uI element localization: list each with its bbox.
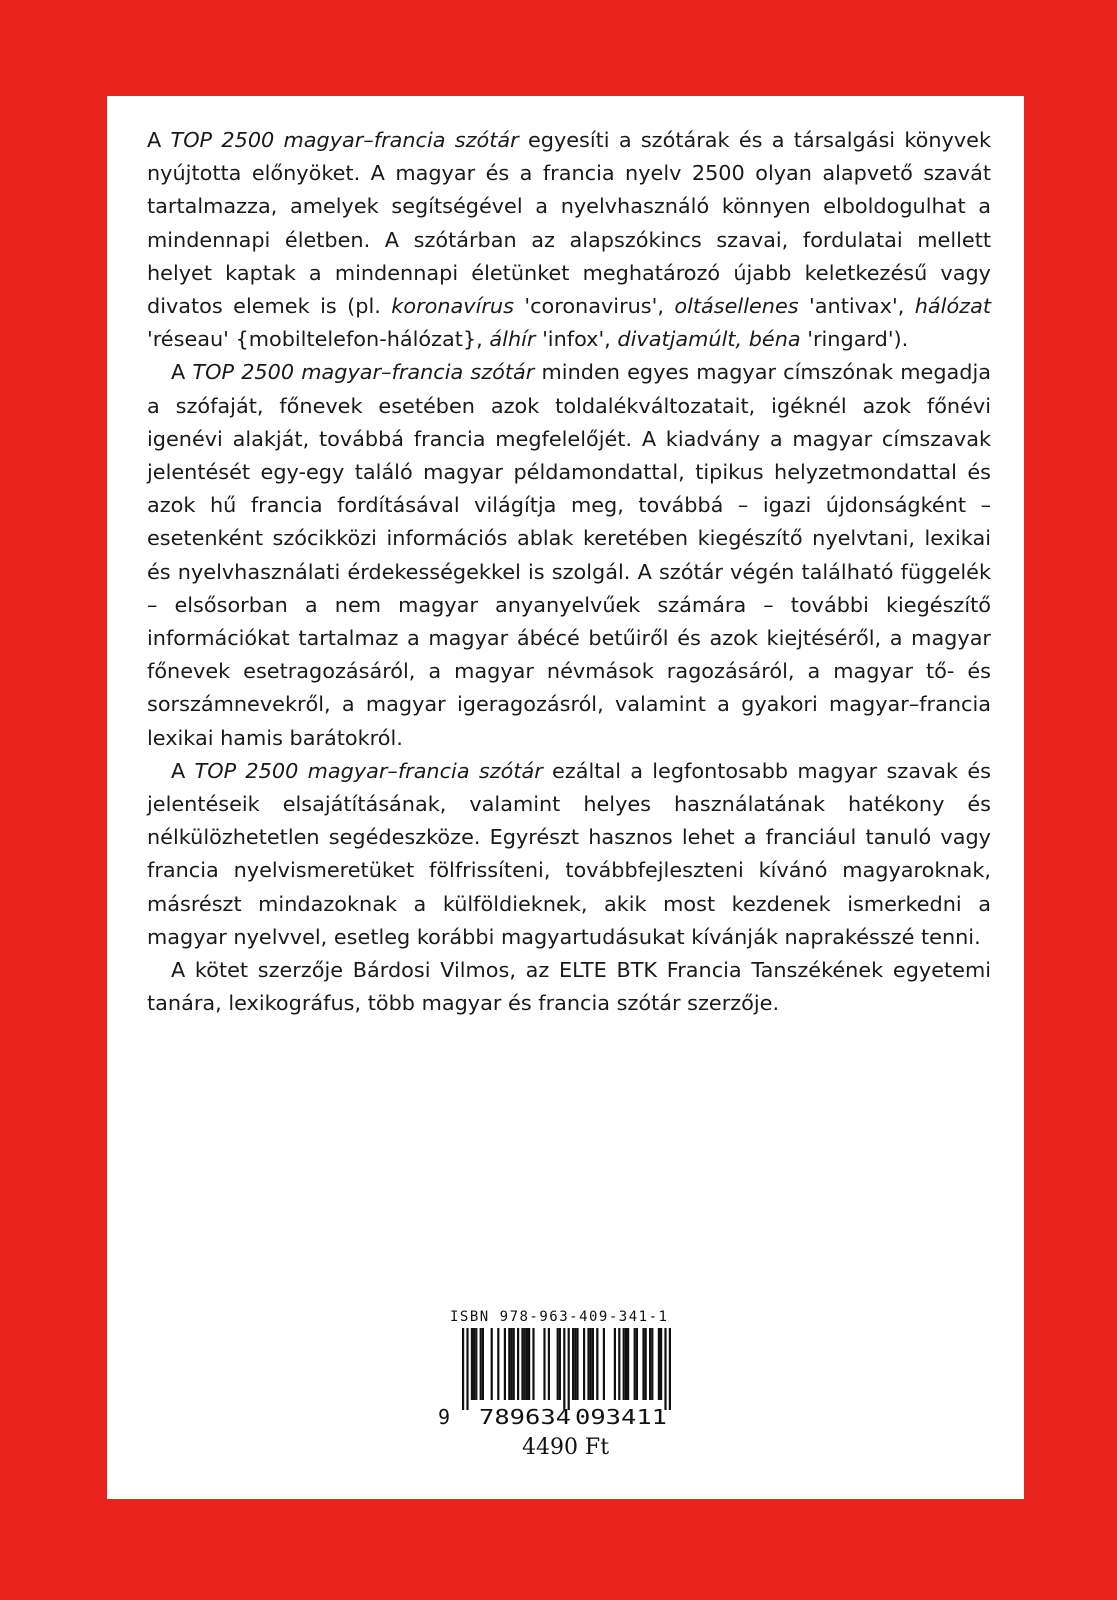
- barcode-bar: [532, 1328, 534, 1400]
- text-run: 'infox',: [535, 327, 618, 352]
- barcode: [430, 1326, 690, 1430]
- barcode-bar: [642, 1328, 644, 1400]
- barcode-bar: [576, 1328, 578, 1400]
- barcode-bar: [649, 1328, 651, 1400]
- barcode-right-digits: 093411: [575, 1405, 667, 1429]
- barcode-bar: [590, 1328, 592, 1400]
- blurb-text: [147, 124, 991, 1020]
- barcode-bar: [473, 1328, 475, 1400]
- barcode-bar: [625, 1328, 627, 1400]
- barcode-bar: [583, 1328, 585, 1400]
- barcode-bar: [592, 1328, 594, 1400]
- barcode-bar: [658, 1328, 660, 1400]
- barcode-bar: [603, 1328, 605, 1400]
- barcode-bar: [504, 1328, 506, 1400]
- barcode-bar: [497, 1328, 499, 1400]
- italic-run: álhír: [489, 327, 536, 352]
- barcode-bar: [548, 1328, 550, 1400]
- barcode-bar: [528, 1328, 530, 1400]
- barcode-bar: [664, 1328, 666, 1410]
- text-run: ezáltal a legfontosabb magyar szavak és jelentéseik elsajátításának, valamint helyes használatának hatékony és nélkülözhetetlen segédeszköze. Egyrészt hasznos lehet a franciául tanuló vagy francia nyelvismeretüket fölfrissíteni, továbbfejleszteni kívánó magyaroknak, másrészt mindazoknak a külföldieknek, akik most kezdenek ismerkedni a magyar nyelvvel, esetleg korábbi magyartudásukat kívánják naprakésszé tenni.: [147, 758, 991, 949]
- italic-run: TOP 2500 magyar–francia szótár: [192, 360, 535, 385]
- barcode-bar: [475, 1328, 477, 1400]
- barcode-bar: [627, 1328, 629, 1400]
- text-run: 'réseau' {mobiltelefon-hálózat},: [147, 327, 490, 352]
- barcode-bar: [563, 1328, 565, 1410]
- barcode-bar: [517, 1328, 519, 1400]
- barcode-bar: [568, 1328, 570, 1410]
- italic-run: divatjamúlt, béna: [617, 327, 801, 352]
- barcode-bar: [508, 1328, 510, 1400]
- isbn-label: ISBN 978-963-409-341-1: [450, 1309, 669, 1325]
- barcode-left-digits: 789634: [479, 1405, 571, 1429]
- text-run: minden egyes magyar címszónak megadja a szófaját, főnevek esetében azok toldalékváltozatait, igéknél azok főnévi igenévi alakját, továbbá francia megfelelőjét. A kiadvány a magyar címszavak jelentését egy-egy találó magyar példamondattal, tipikus helyzetmondattal és azok hű francia fordításával világítja meg, továbbá – igazi újdonságként – esetenként szócikközi információs ablak keretében kiegészítő nyelvtani, lexikai és nyelvhasználati érdekességekkel is szolgál. A szótár végén található függelék – elsősorban a nem magyar anyanyelvűek számára – további kiegészítő információkat tartalmaz a magyar ábécé betűiről és azok kiejtéséről, a magyar főnevek esetragozásáról, a magyar névmások ragozásáról, a magyar tő- és sorszámnevekről, a magyar igeragozásról, valamint a gyakori magyar–francia lexikai hamis barátokról.: [147, 360, 991, 750]
- text-panel: [107, 96, 1024, 1499]
- barcode-bar: [471, 1328, 473, 1400]
- text-run: egyesíti a szótárak és a társalgási könyvek nyújtotta előnyöket. A magyar és a francia nyelv 2500 olyan alapvető szavát tartalmazza, amelyek segítségével a nyelvhasználó könnyen elboldogulhat a mindennapi életben. A szótárban az alapszókincs szavai, fordulatai mellett helyet kaptak a mindennapi életünket meghatározó újabb keletkezésű vagy divatos elemek is (pl.: [147, 128, 991, 319]
- barcode-bar: [645, 1328, 647, 1400]
- barcode-bar: [526, 1328, 528, 1400]
- text-run: 'antivax',: [798, 294, 915, 319]
- barcode-bar: [491, 1328, 493, 1400]
- isbn-barcode: [430, 1308, 690, 1430]
- paragraph: [147, 124, 991, 356]
- paragraph: [147, 356, 991, 754]
- text-run: A: [171, 360, 193, 385]
- barcode-bar: [572, 1328, 574, 1400]
- barcode-bar: [669, 1328, 671, 1410]
- barcode-bar: [596, 1328, 598, 1400]
- barcode-bar: [521, 1328, 523, 1400]
- barcode-bar: [557, 1328, 559, 1400]
- italic-run: TOP 2500 magyar–francia szótár: [194, 758, 543, 783]
- text-run: A: [147, 128, 171, 152]
- barcode-bar: [480, 1328, 482, 1400]
- italic-run: koronavírus: [391, 294, 514, 319]
- barcode-bar: [651, 1328, 653, 1400]
- text-run: 'ringard').: [800, 327, 909, 352]
- barcode-bars: [462, 1328, 671, 1410]
- price: 4490 Ft: [521, 1435, 610, 1460]
- barcode-bar: [543, 1328, 545, 1400]
- barcode-bar: [559, 1328, 561, 1400]
- barcode-bar: [587, 1328, 589, 1400]
- barcode-bar: [510, 1328, 512, 1400]
- italic-run: oltásellenes: [674, 294, 799, 319]
- barcode-bar: [660, 1328, 662, 1400]
- paragraph: [147, 954, 991, 1020]
- barcode-bar: [636, 1328, 638, 1400]
- barcode-bar: [513, 1328, 515, 1400]
- barcode-bar: [618, 1328, 620, 1400]
- barcode-first-digit: 9: [438, 1405, 451, 1429]
- italic-run: hálózat: [914, 294, 991, 319]
- barcode-bar: [482, 1328, 484, 1400]
- barcode-bar: [574, 1328, 576, 1400]
- barcode-bar: [462, 1328, 464, 1410]
- barcode-bar: [614, 1328, 616, 1400]
- italic-run: TOP 2500 magyar–francia szótár: [170, 128, 519, 152]
- paragraph: [147, 755, 991, 954]
- barcode-bar: [623, 1328, 625, 1400]
- barcode-bar: [634, 1328, 636, 1400]
- barcode-bar: [466, 1328, 468, 1410]
- text-run: A: [171, 758, 195, 783]
- barcode-bar: [524, 1328, 526, 1400]
- text-run: A kötet szerzője Bárdosi Vilmos, az ELTE BTK Francia Tanszékének egyetemi tanára, lexikográfus, több magyar és francia szótár szerzője.: [147, 958, 991, 1016]
- text-run: 'coronavirus',: [513, 294, 675, 319]
